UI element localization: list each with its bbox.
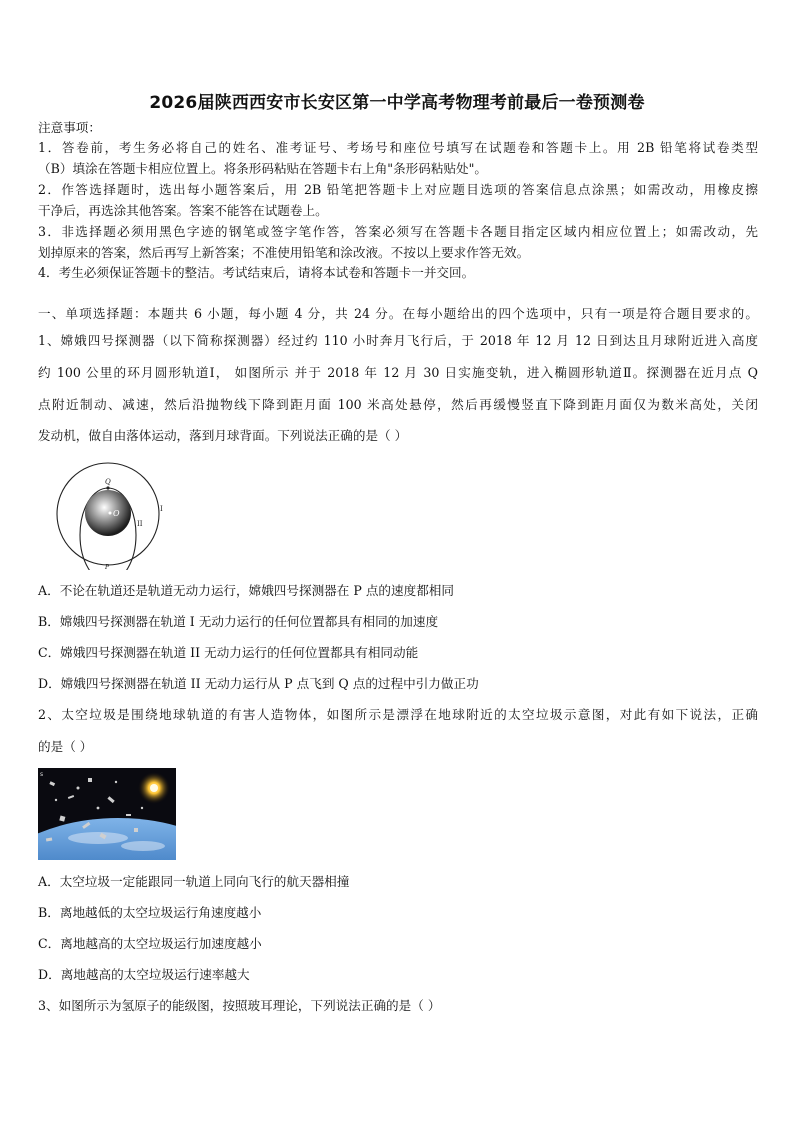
notice-line: 干净后，再选涂其他答案。答案不能答在试题卷上。: [38, 203, 328, 218]
notice-line: 划掉原来的答案，然后再写上新答案；不准使用铅笔和涂改液。不按以上要求作答无效。: [38, 245, 530, 260]
space-debris-image: [38, 768, 176, 860]
notice-heading: 注意事项：: [38, 120, 101, 135]
center-dot: [109, 512, 112, 515]
label-i: I: [160, 505, 163, 513]
point-q: [106, 486, 109, 489]
label-p: P: [105, 564, 110, 570]
orbit-diagram: [52, 458, 172, 570]
question-1-line: 约 100 公里的环月圆形轨道Ⅰ， 如图所示 并于 2018 年 12 月 30 日实施变轨，进入椭圆形轨道Ⅱ。探测器在近月点 Q: [38, 365, 758, 380]
moon: [85, 490, 131, 536]
label-q: Q: [105, 478, 111, 486]
question-1-line: 发动机，做自由落体运动，落到月球背面。下列说法正确的是（ ）: [38, 428, 408, 443]
notice-line: 2．作答选择题时，选出每小题答案后，用 2B 铅笔把答题卡上对应题目选项的答案信息点涂黑；如需改动，用橡皮擦: [38, 182, 758, 197]
question-1-line: 点附近制动、减速，然后沿抛物线下降到距月面 100 米高处悬停，然后再缓慢竖直下降到距月面仅为数米高处，关闭: [38, 397, 758, 412]
question-2-option: A．太空垃圾一定能跟同一轨道上同向飞行的航天器相撞: [38, 874, 350, 889]
question-2-line: 的是（ ）: [38, 739, 93, 754]
question-2-line: 2、太空垃圾是围绕地球轨道的有害人造物体，如图所示是漂浮在地球附近的太空垃圾示意图，对此有如下说法，正确: [38, 707, 758, 722]
page-title: 2026届陕西西安市长安区第一中学高考物理考前最后一卷预测卷: [149, 93, 645, 113]
question-1-option: A．不论在轨道还是轨道无动力运行，嫦娥四号探测器在 P 点的速度都相同: [38, 583, 454, 598]
question-1-option: C．嫦娥四号探测器在轨道 II 无动力运行的任何位置都具有相同动能: [38, 645, 419, 660]
question-2-option: C．离地越高的太空垃圾运行加速度越小: [38, 936, 262, 951]
question-1-option: B．嫦娥四号探测器在轨道 I 无动力运行的任何位置都具有相同的加速度: [38, 614, 439, 629]
section-heading: 一、单项选择题：本题共 6 小题，每小题 4 分，共 24 分。在每小题给出的四个选项中，只有一项是符合题目要求的。: [38, 306, 758, 321]
label-o: O: [113, 509, 120, 518]
question-1-line: 1、嫦娥四号探测器（以下简称探测器）经过约 110 小时奔月飞行后，于 2018 年 12 月 12 日到达且月球附近进入高度: [38, 333, 758, 348]
notice-line: （B）填涂在答题卡相应位置上。将条形码粘贴在答题卡右上角"条形码粘贴处"。: [38, 161, 488, 176]
question-3-line: 3、如图所示为氢原子的能级图，按照玻耳理论，下列说法正确的是（ ）: [38, 998, 441, 1013]
question-2-option: B．离地越低的太空垃圾运行角速度越小: [38, 905, 262, 920]
svg-text:s: s: [40, 771, 44, 778]
notice-line: 4．考生必须保证答题卡的整洁。考试结束后，请将本试卷和答题卡一并交回。: [38, 265, 475, 280]
label-ii: II: [137, 520, 143, 528]
question-1-option: D．嫦娥四号探测器在轨道 II 无动力运行从 P 点飞到 Q 点的过程中引力做正功: [38, 676, 479, 691]
question-2-option: D．离地越高的太空垃圾运行速率越大: [38, 967, 250, 982]
notice-line: 3．非选择题必须用黑色字迹的钢笔或签字笔作答，答案必须写在答题卡各题目指定区域内相应位置上；如需改动，先: [38, 224, 758, 239]
notice-line: 1．答卷前，考生务必将自己的姓名、准考证号、考场号和座位号填写在试题卷和答题卡上。用 2B 铅笔将试卷类型: [38, 140, 758, 155]
